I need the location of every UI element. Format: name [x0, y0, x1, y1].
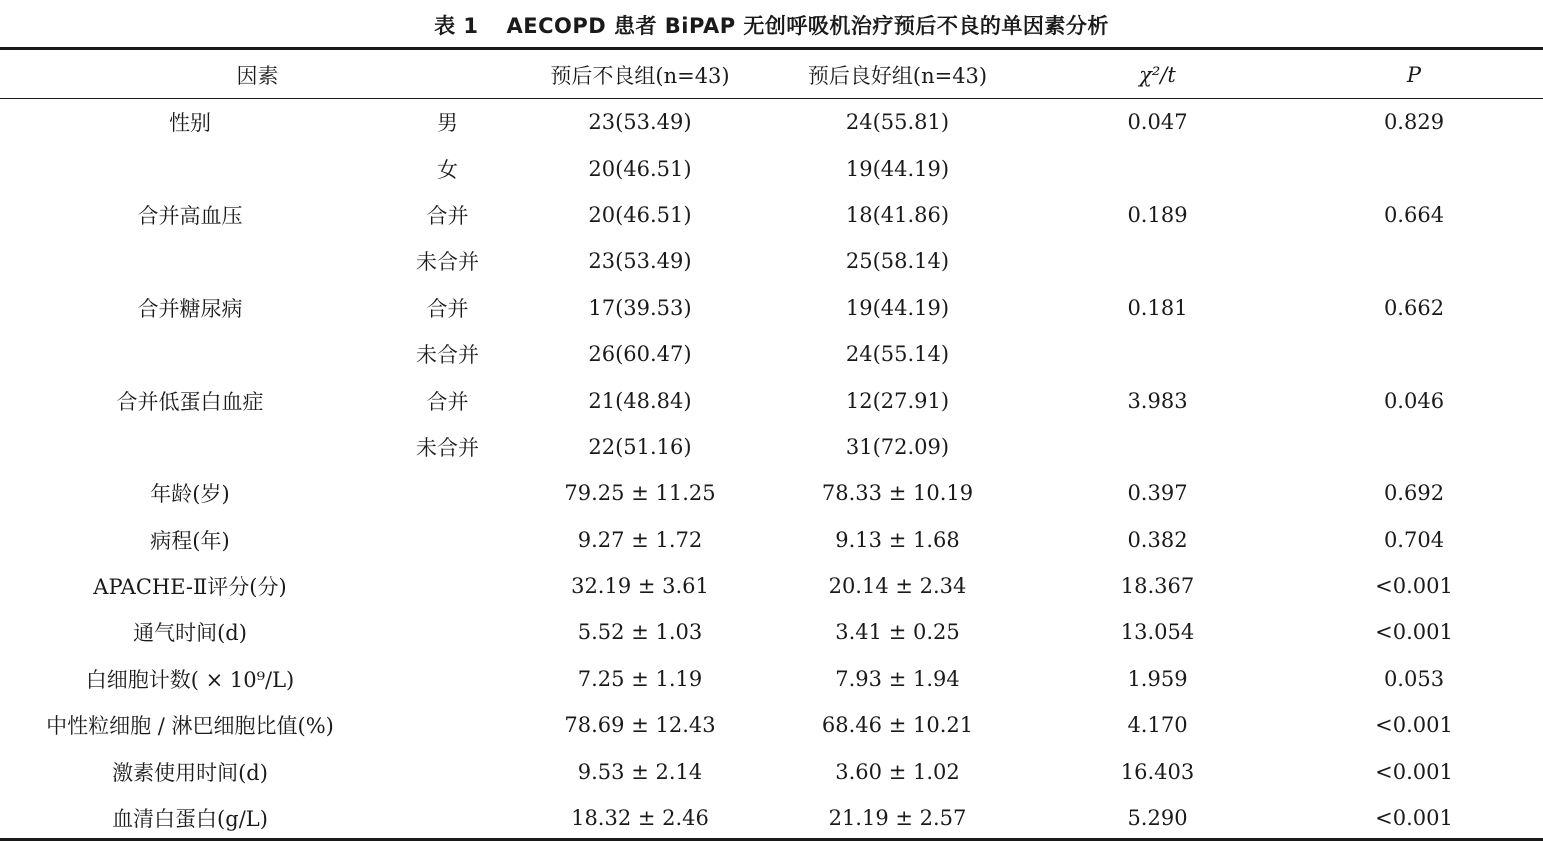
cell-p-value: 0.664	[1383, 202, 1445, 227]
cell-subgroup: 男	[437, 111, 458, 136]
table-row	[0, 517, 1543, 563]
cell-poor: 7.25 ± 1.19	[577, 666, 703, 691]
cell-statistic: 4.170	[1127, 713, 1188, 738]
table-row	[0, 145, 1543, 191]
statistics-table	[0, 51, 1543, 841]
cell-p-value: 0.662	[1383, 295, 1445, 320]
cell-subgroup	[380, 609, 515, 655]
cell-good: 3.41 ± 0.25	[835, 620, 960, 645]
table-row	[0, 702, 1543, 748]
table-row	[0, 470, 1543, 516]
cell-factor	[0, 238, 380, 284]
cell-factor: 血清白蛋白(g/L)	[112, 807, 268, 832]
cell-p-value: <0.001	[1375, 806, 1453, 831]
cell-subgroup: 未合并	[416, 250, 479, 275]
cell-poor: 21(48.84)	[588, 388, 692, 413]
cell-statistic: 5.290	[1127, 806, 1188, 831]
cell-subgroup	[380, 748, 515, 794]
cell-poor: 18.32 ± 2.46	[571, 806, 709, 831]
cell-good: 21.19 ± 2.57	[828, 806, 967, 831]
cell-subgroup: 未合并	[416, 343, 479, 368]
cell-p-value: 0.053	[1383, 666, 1445, 691]
cell-p-value: 0.046	[1383, 388, 1445, 413]
cell-factor: 年龄(岁)	[150, 482, 230, 507]
cell-subgroup	[380, 795, 515, 841]
cell-good: 20.14 ± 2.34	[828, 574, 967, 599]
cell-factor: 白细胞计数( × 10⁹/L)	[85, 667, 295, 692]
table-row	[0, 377, 1543, 423]
cell-factor: 通气时间(d)	[133, 621, 247, 646]
cell-factor: 激素使用时间(d)	[112, 760, 268, 785]
cell-good: 19(44.19)	[845, 295, 950, 320]
cell-poor: 22(51.16)	[588, 434, 692, 459]
header-good-group: 预后良好组(n=43)	[807, 63, 988, 88]
cell-statistic: 1.959	[1127, 666, 1188, 691]
cell-poor: 32.19 ± 3.61	[571, 574, 709, 599]
cell-good: 12(27.91)	[845, 388, 950, 413]
cell-good: 18(41.86)	[845, 202, 950, 227]
cell-p-value	[1285, 145, 1543, 191]
header-p-value: P	[1406, 62, 1422, 87]
table-row	[0, 656, 1543, 702]
cell-statistic: 13.054	[1120, 620, 1195, 645]
cell-good: 19(44.19)	[845, 156, 950, 181]
cell-statistic	[1030, 238, 1285, 284]
cell-p-value	[1285, 424, 1543, 470]
cell-poor: 79.25 ± 11.25	[564, 481, 716, 506]
table-number: 表 1	[434, 14, 479, 38]
cell-factor: 合并低蛋白血症	[116, 389, 264, 414]
cell-poor: 5.52 ± 1.03	[577, 620, 703, 645]
table-header-row	[0, 51, 1543, 98]
cell-p-value: 0.829	[1383, 110, 1445, 135]
cell-p-value: <0.001	[1375, 759, 1453, 784]
cell-factor: 病程(年)	[150, 528, 230, 553]
cell-p-value: 0.692	[1383, 481, 1445, 506]
table-row	[0, 238, 1543, 284]
table-row	[0, 285, 1543, 331]
cell-good: 25(58.14)	[845, 249, 950, 274]
cell-good: 7.93 ± 1.94	[835, 666, 960, 691]
cell-statistic: 0.181	[1127, 295, 1188, 320]
table-row	[0, 98, 1543, 145]
cell-good: 24(55.14)	[845, 342, 950, 367]
table-row	[0, 748, 1543, 794]
header-factor: 因素	[236, 63, 279, 88]
cell-good: 24(55.81)	[845, 110, 950, 135]
cell-p-value	[1285, 331, 1543, 377]
cell-subgroup	[380, 517, 515, 563]
cell-factor: APACHE-Ⅱ评分(分)	[93, 575, 287, 600]
cell-good: 9.13 ± 1.68	[835, 527, 960, 552]
cell-p-value: <0.001	[1375, 574, 1453, 599]
cell-subgroup: 合并	[426, 389, 469, 414]
cell-factor	[0, 145, 380, 191]
cell-poor: 26(60.47)	[588, 342, 692, 367]
cell-factor	[0, 331, 380, 377]
cell-factor	[0, 424, 380, 470]
cell-statistic: 0.189	[1127, 202, 1188, 227]
cell-p-value	[1285, 238, 1543, 284]
table-title: AECOPD 患者 BiPAP 无创呼吸机治疗预后不良的单因素分析	[506, 14, 1109, 38]
cell-subgroup	[380, 563, 515, 609]
cell-poor: 9.53 ± 2.14	[577, 759, 703, 784]
cell-good: 78.33 ± 10.19	[821, 481, 974, 506]
cell-statistic: 18.367	[1120, 574, 1195, 599]
cell-factor: 性别	[169, 111, 211, 136]
header-statistic: χ²/t	[1139, 62, 1176, 87]
cell-poor: 23(53.49)	[588, 110, 692, 135]
cell-subgroup: 女	[437, 157, 458, 182]
cell-good: 3.60 ± 1.02	[835, 759, 960, 784]
table-row	[0, 795, 1543, 841]
cell-p-value: 0.704	[1383, 527, 1445, 552]
cell-factor: 合并糖尿病	[137, 296, 243, 321]
cell-poor: 17(39.53)	[588, 295, 692, 320]
cell-subgroup: 未合并	[416, 435, 479, 460]
cell-subgroup: 合并	[426, 203, 469, 228]
cell-factor: 合并高血压	[137, 203, 243, 228]
cell-statistic	[1030, 331, 1285, 377]
cell-statistic	[1030, 424, 1285, 470]
cell-statistic: 3.983	[1127, 388, 1188, 413]
cell-poor: 78.69 ± 12.43	[564, 713, 716, 738]
top-rule	[0, 47, 1543, 50]
table-row	[0, 424, 1543, 470]
cell-poor: 23(53.49)	[588, 249, 692, 274]
cell-p-value: <0.001	[1375, 620, 1453, 645]
cell-subgroup	[380, 470, 515, 516]
table-row	[0, 609, 1543, 655]
cell-subgroup	[380, 656, 515, 702]
cell-statistic: 0.382	[1127, 527, 1188, 552]
header-poor-group: 预后不良组(n=43)	[550, 63, 730, 88]
cell-good: 31(72.09)	[845, 434, 950, 459]
cell-subgroup: 合并	[426, 296, 469, 321]
cell-statistic: 0.397	[1127, 481, 1188, 506]
table-row	[0, 331, 1543, 377]
cell-factor: 中性粒细胞 / 淋巴细胞比值(%)	[46, 714, 334, 739]
table-row	[0, 192, 1543, 238]
cell-poor: 20(46.51)	[588, 202, 692, 227]
cell-statistic	[1030, 145, 1285, 191]
cell-statistic: 16.403	[1120, 759, 1195, 784]
table-row	[0, 563, 1543, 609]
cell-poor: 9.27 ± 1.72	[577, 527, 703, 552]
cell-subgroup	[380, 702, 515, 748]
table-caption	[0, 10, 1543, 40]
cell-p-value: <0.001	[1375, 713, 1453, 738]
cell-good: 68.46 ± 10.21	[821, 713, 974, 738]
cell-statistic: 0.047	[1127, 110, 1188, 135]
cell-poor: 20(46.51)	[588, 156, 692, 181]
